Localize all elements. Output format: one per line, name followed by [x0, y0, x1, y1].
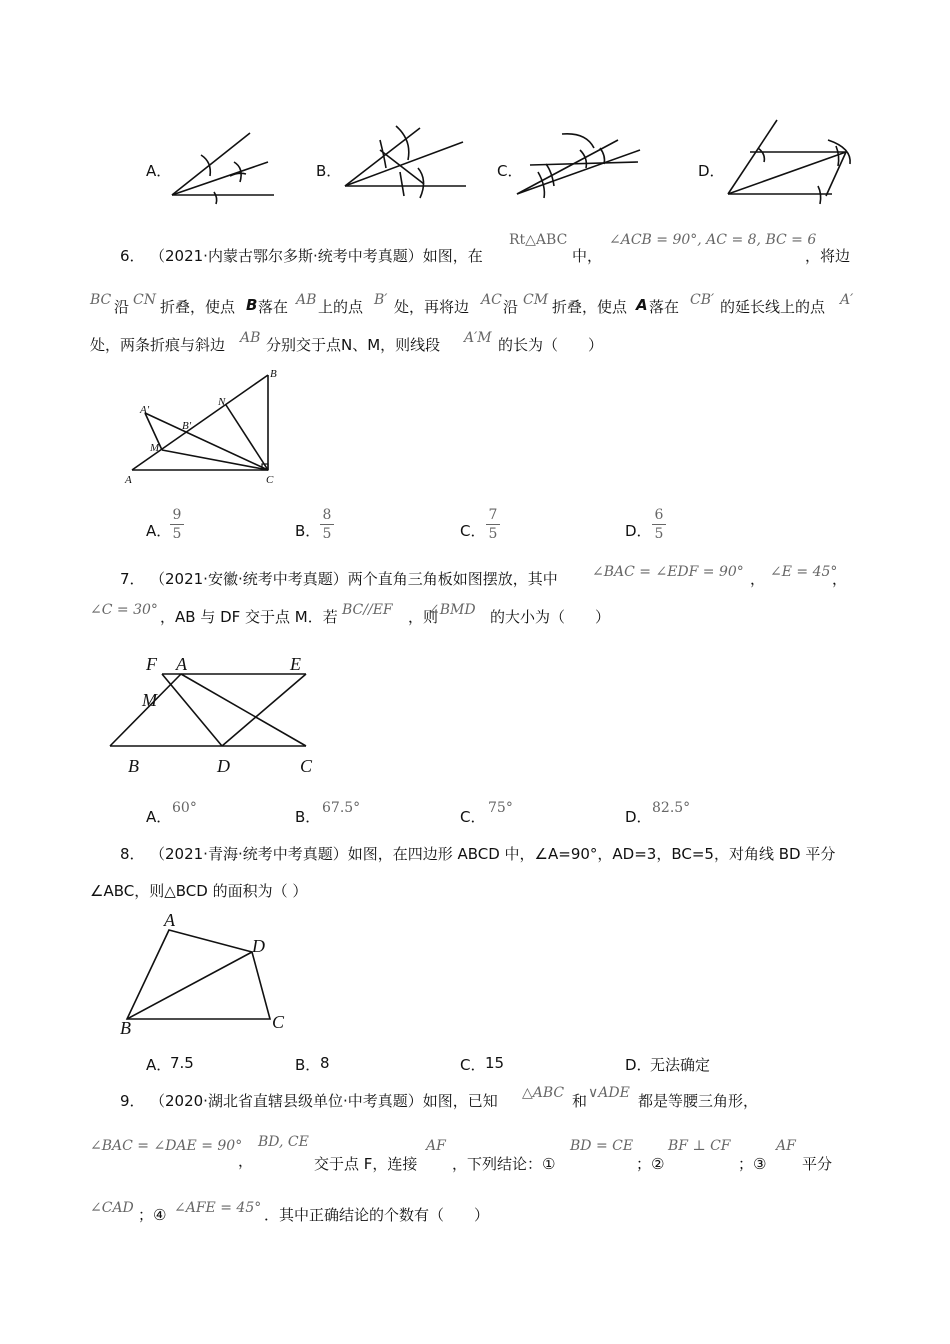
q9-condition-1: ∠BAC = ∠DAE = 90° [90, 1138, 243, 1154]
q7-text: ，则 [408, 608, 439, 626]
q6-fig-label-bprime: B' [182, 420, 192, 432]
q6-fig-label-a: A [125, 474, 132, 486]
q9-text: 和 [572, 1092, 588, 1110]
q8-option-b-label[interactable]: B． [295, 1056, 321, 1074]
q7-condition-3: ∠C = 30° [90, 602, 158, 618]
q8-fig-label-c: C [272, 1012, 285, 1032]
q8-option-c-value[interactable]: 15 [485, 1054, 505, 1072]
q8-fig-label-a: A [164, 910, 175, 930]
q5-option-a-label[interactable]: A． [146, 162, 172, 180]
q6-text-jiang: ，将边 [805, 247, 851, 265]
q9-text: ；④ [138, 1206, 167, 1224]
q7-fig-label-e: E [290, 654, 301, 674]
q8-line-2: ∠ABC，则△BCD 的面积为（ ） [90, 882, 308, 900]
q7-option-d-value[interactable]: 82.5° [652, 800, 691, 816]
q7-text: ， [750, 570, 766, 588]
q6-ab2: AB [240, 330, 261, 346]
q8-fig-label-d: D [252, 936, 265, 956]
q6-text: 落在 [649, 298, 680, 316]
q8-option-c-label[interactable]: C． [460, 1056, 486, 1074]
q6-text: 折叠，使点 [160, 298, 236, 316]
q7-fig-label-f: F [146, 654, 157, 674]
q7-option-a-label[interactable]: A． [146, 808, 172, 826]
q6-option-d-label[interactable]: D． [625, 522, 652, 540]
q9-result-3: AF [776, 1138, 796, 1154]
q7-option-c-label[interactable]: C． [460, 808, 486, 826]
q5-option-d-label[interactable]: D． [698, 162, 725, 180]
q9-source: （2020·湖北省直辖县级单位·中考真题）如图，已知 [150, 1092, 498, 1110]
q9-text: ．其中正确结论的个数有（ ） [264, 1206, 490, 1224]
q9-text: ；② [636, 1155, 665, 1173]
q6-triangle: Rt△ABC [509, 232, 568, 248]
q6-condition: ∠ACB = 90°, AC = 8, BC = 6 [609, 232, 817, 248]
q6-option-b-label[interactable]: B． [295, 522, 321, 540]
q6-text: 沿 [114, 298, 130, 316]
q6-text-zhong: 中， [572, 247, 603, 265]
q6-aprime: A′ [840, 292, 854, 308]
q7-text: 的大小为（ ） [490, 608, 611, 626]
q6-point-b: B [246, 296, 258, 314]
q8-fig-label-b: B [120, 1018, 131, 1038]
q7-angle-bmd: ∠BMD [428, 602, 476, 618]
q6-fig-label-aprime: A' [140, 404, 150, 416]
q9-result-1: BD = CE [570, 1138, 634, 1154]
q7-fig-label-a: A [176, 654, 187, 674]
q9-text: ， [238, 1152, 254, 1170]
q8-line-1: （2021·青海·统考中考真题）如图，在四边形 ABCD 中，∠A=90°，AD=3，BC=5，对角线 BD 平分 [150, 845, 836, 863]
q6-text: 沿 [503, 298, 519, 316]
q6-option-c-label[interactable]: C． [460, 522, 486, 540]
q6-bprime: B′ [374, 292, 388, 308]
q6-text: 落在 [258, 298, 289, 316]
q9-text: 交于点 F，连接 [314, 1155, 418, 1173]
q5-option-c-label[interactable]: C． [497, 162, 523, 180]
q8-number: 8． [120, 845, 145, 863]
q7-fig-label-c: C [300, 756, 313, 776]
q7-fig-label-d: D [217, 756, 230, 776]
q7-option-d-label[interactable]: D． [625, 808, 652, 826]
q7-source: （2021·安徽·统考中考真题）两个直角三角板如图摆放，其中 [150, 570, 558, 588]
q9-text: ，下列结论：① [452, 1155, 556, 1173]
q6-option-b-value[interactable]: $\frac{8}{5}$ [320, 506, 334, 543]
q6-cbprime: CB′ [690, 292, 715, 308]
q7-option-c-value[interactable]: 75° [488, 800, 513, 816]
q8-option-a-label[interactable]: A． [146, 1056, 172, 1074]
q6-cm: CM [523, 292, 549, 308]
q6-text: 分别交于点N、M，则线段 [266, 336, 441, 354]
q6-option-c-value[interactable]: $\frac{7}{5}$ [486, 506, 500, 543]
q6-text: 处，再将边 [394, 298, 470, 316]
q6-apm: A′M [464, 330, 492, 346]
q7-option-b-value[interactable]: 67.5° [322, 800, 361, 816]
q8-option-b-value[interactable]: 8 [320, 1054, 330, 1072]
q6-text: 折叠，使点 [552, 298, 628, 316]
q7-number: 7． [120, 570, 145, 588]
q9-text: 都是等腰三角形， [638, 1092, 759, 1110]
q6-fig-label-n: N [218, 396, 226, 408]
q9-number: 9． [120, 1092, 145, 1110]
q8-option-d-label[interactable]: D． [625, 1056, 652, 1074]
q6-fig-label-m: M [150, 442, 160, 454]
q8-option-d-value[interactable]: 无法确定 [650, 1056, 711, 1074]
q7-fig-label-b: B [128, 756, 139, 776]
q6-option-a-value[interactable]: $\frac{9}{5}$ [170, 506, 184, 543]
q6-option-d-value[interactable]: $\frac{6}{5}$ [652, 506, 666, 543]
q7-text: ， [832, 570, 848, 588]
q9-triangle-ade: ∨ADE [588, 1085, 630, 1101]
q6-fig-label-c: C [266, 474, 274, 486]
q9-result-4: ∠AFE = 45° [174, 1200, 262, 1216]
q6-cn: CN [133, 292, 156, 308]
q9-result-2: BF ⊥ CF [668, 1138, 731, 1154]
q6-source: （2021·内蒙古鄂尔多斯·统考中考真题）如图，在 [150, 247, 483, 265]
q9-triangle-abc: △ABC [522, 1085, 565, 1101]
q6-text: 的延长线上的点 [720, 298, 826, 316]
q9-angle-cad: ∠CAD [90, 1200, 134, 1216]
q7-text: ，AB 与 DF 交于点 M．若 [160, 608, 338, 626]
q6-ab: AB [296, 292, 317, 308]
q7-fig-label-m: M [142, 690, 157, 710]
q9-text: 平分 [802, 1155, 833, 1173]
q6-bc: BC [90, 292, 112, 308]
q7-condition-4: BC//EF [342, 602, 393, 618]
q6-point-a: A [636, 296, 648, 314]
q7-condition-1: ∠BAC = ∠EDF = 90° [592, 564, 744, 580]
q6-ac: AC [481, 292, 502, 308]
q7-option-a-value[interactable]: 60° [172, 800, 197, 816]
q6-number: 6． [120, 247, 145, 265]
q9-condition-2: BD, CE [258, 1134, 309, 1150]
q8-option-a-value[interactable]: 7.5 [170, 1054, 194, 1072]
q9-text: ；③ [738, 1155, 767, 1173]
q6-text: 的长为（ ） [498, 336, 604, 354]
q7-condition-2: ∠E = 45° [770, 564, 838, 580]
q6-fig-label-b: B [270, 368, 277, 380]
q7-option-b-label[interactable]: B． [295, 808, 321, 826]
q6-text: 处，两条折痕与斜边 [90, 336, 226, 354]
q6-text: 上的点 [318, 298, 364, 316]
q6-option-a-label[interactable]: A． [146, 522, 172, 540]
q9-af: AF [426, 1138, 446, 1154]
q5-option-b-label[interactable]: B． [316, 162, 342, 180]
